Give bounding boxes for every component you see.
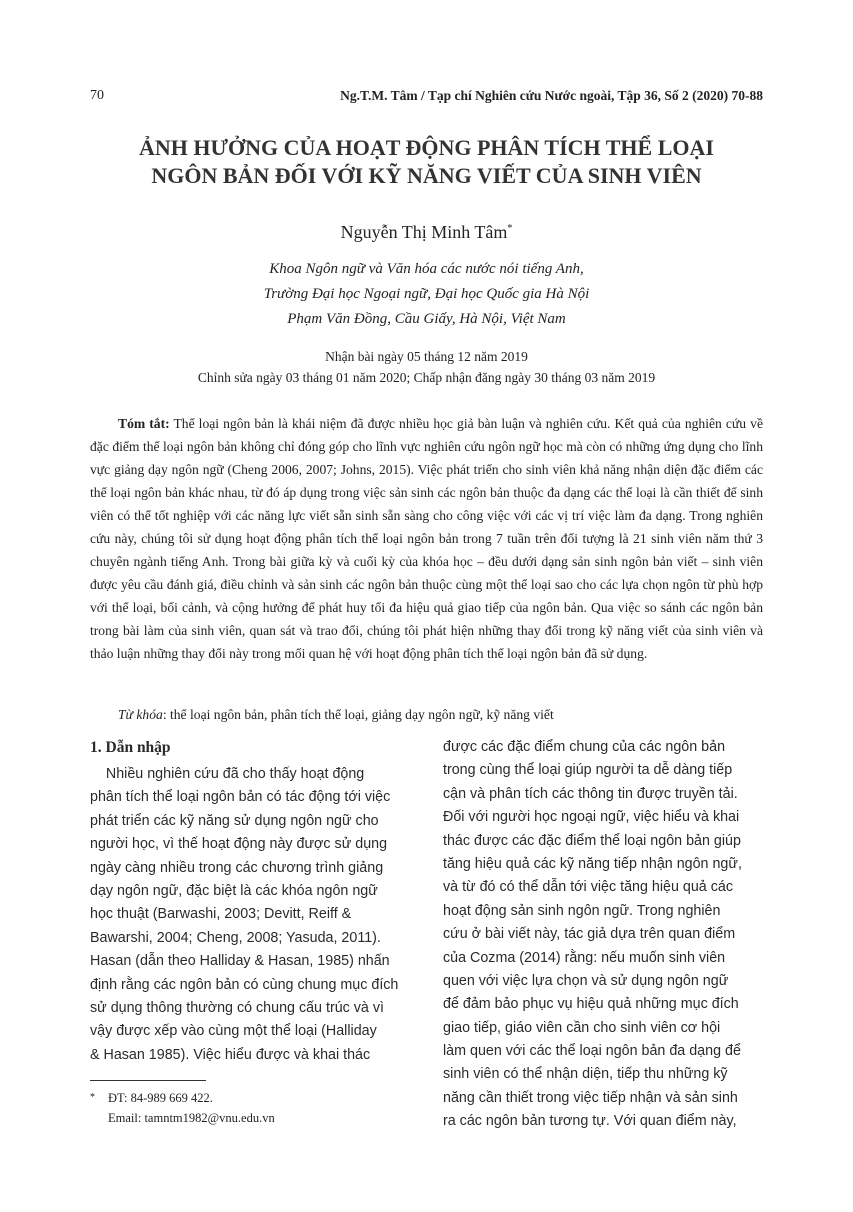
body-line: cận và phân tích các thông tin được truyền tải. — [443, 785, 738, 802]
body-line: trong cùng thể loại giúp người ta dễ dàng tiếp — [443, 762, 733, 779]
affiliation — [0, 257, 853, 332]
body-line: làm quen với các thể loại ngôn bản đa dạng để — [443, 1043, 741, 1060]
body-line: & Hasan 1985). Việc hiểu được và khai thác — [90, 1046, 371, 1063]
footnote-divider — [90, 1080, 206, 1081]
body-line: sinh viên có thể nhận diện, tiếp thu những kỹ — [443, 1066, 728, 1083]
keywords — [90, 703, 763, 726]
body-line: năng cần thiết trong việc tiếp nhận và sản sinh — [443, 1089, 738, 1106]
body-line: và từ đó có thể dẫn tới việc tăng hiệu quả các — [443, 879, 733, 896]
title-line: NGÔN BẢN ĐỐI VỚI KỸ NĂNG VIẾT CỦA SINH VIÊN — [151, 163, 702, 188]
running-title: Ng.T.M. Tâm / Tạp chí Nghiên cứu Nước ngoài, Tập 36, Số 2 (2020) 70-88 — [340, 88, 763, 103]
body-line: sử dụng thông thường có chung cấu trúc và vì — [90, 999, 384, 1016]
body-line: học thuật (Barwashi, 2003; Devitt, Reiff & — [90, 906, 352, 923]
author-text: Nguyễn Thị Minh Tâm — [340, 222, 508, 242]
body-line: Hasan (dẫn theo Halliday & Hasan, 1985) nhấn — [90, 953, 390, 970]
revised-accepted-date: Chỉnh sửa ngày 03 tháng 01 năm 2020; Chấp nhận đăng ngày 30 tháng 03 năm 2019 — [197, 370, 656, 385]
body-line: phát triển các kỹ năng sử dụng ngôn ngữ cho — [90, 812, 379, 829]
footnote-email: Email: tamntm1982@vnu.edu.vn — [108, 1111, 275, 1125]
footnote-phone: ĐT: 84-989 669 422. — [108, 1091, 213, 1105]
body-line: ra các ngôn bản tương tự. Với quan điểm này, — [443, 1113, 737, 1130]
footnote-mark: * — [90, 1092, 95, 1103]
affiliation-line: Khoa Ngôn ngữ và Văn hóa các nước nói tiếng Anh, — [269, 261, 584, 277]
section-heading: 1. Dẫn nhập — [90, 739, 171, 756]
body-line: cứu ở bài viết này, tác giả dựa trên quan điểm — [443, 926, 736, 943]
body-line: ngày càng nhiều trong các chương trình giảng — [90, 859, 384, 876]
article-title — [60, 134, 793, 190]
affiliation-line: Trường Đại học Ngoại ngữ, Đại học Quốc gia Hà Nội — [263, 286, 590, 302]
author-footnote-mark: * — [507, 223, 513, 234]
body-line: hoạt động sản sinh ngôn ngữ. Trong nghiên — [443, 902, 721, 919]
title-line: ẢNH HƯỞNG CỦA HOẠT ĐỘNG PHÂN TÍCH THỂ LOẠI — [139, 135, 714, 160]
body-line: dạy ngôn ngữ, đặc biệt là các khóa ngôn ngữ — [90, 882, 378, 899]
body-column-left — [90, 736, 410, 1067]
body-line: của Cozma (2014) rằng: nếu muốn sinh viên — [443, 949, 726, 966]
body-line: định rằng các ngôn bản có cùng chung mục đích — [90, 976, 399, 993]
body-line: người học, vì thế hoạt động này được sử dụng — [90, 836, 388, 853]
body-line: tăng hiệu quả các kỹ năng tiếp nhận ngôn ngữ, — [443, 855, 742, 872]
body-line: vậy được xếp vào cùng một thể loại (Halliday — [90, 1023, 377, 1040]
abstract-label: Tóm tắt: — [118, 416, 170, 431]
footnote — [90, 1088, 275, 1128]
page-number: 70 — [90, 88, 104, 103]
received-date: Nhận bài ngày 05 tháng 12 năm 2019 — [325, 349, 528, 364]
body-line: giao tiếp, giáo viên cần cho sinh viên cơ hội — [443, 1019, 721, 1036]
body-column-right — [443, 736, 764, 1134]
keywords-label: Từ khóa — [118, 707, 163, 722]
article-dates — [0, 346, 853, 388]
body-line: Bawarshi, 2004; Cheng, 2008; Yasuda, 2011). — [90, 929, 381, 946]
body-line: để đảm bảo phục vụ hiệu quả những mục đích — [443, 996, 739, 1013]
body-line: quen với việc lựa chọn và sử dụng ngôn ngữ — [443, 972, 729, 989]
body-line: Nhiều nghiên cứu đã cho thấy hoạt động — [90, 766, 365, 782]
abstract-text: Thể loại ngôn bản là khái niệm đã được nhiều học giả bàn luận và nghiên cứu. Kết quả của nghiên cứu về đặc điểm thể loại ngôn bản không chỉ đóng góp cho lĩnh vực nghiên cứu ngôn ngữ học mà còn có những ứng dụng cho lĩnh vực giảng dạy ngôn ngữ (Cheng 2006, 2007; Johns, 2015). Việc phát triển cho sinh viên khả năng nhận diện đặc điểm các thể loại ngôn bản khác nhau, từ đó áp dụng trong việc sản sinh các ngôn bản thuộc đa dạng các thể loại là cần thiết để sinh viên có thể tốt nghiệp với các năng lực viết sẵn sinh sẵn sàng cho công việc với các vị trí việc làm đa dạng. Trong nghiên cứu này, chúng tôi sử dụng hoạt động phân tích thể loại ngôn bản trong 7 tuần trên đối tượng là 21 sinh viên năm thứ 3 chuyên ngành tiếng Anh. Trong bài giữa kỳ và cuối kỳ của khóa học – đều dưới dạng sản sinh ngôn bản viết – sinh viên được yêu cầu đánh giá, điều chỉnh và sản sinh các ngôn bản thuộc cùng một thể loại sao cho các lựa chọn ngôn từ phù hợp với thể loại, bối cảnh, và cộng hưởng để phát huy tối đa hiệu quả giao tiếp của ngôn bản. Qua việc so sánh các ngôn bản trong bài làm của sinh viên, quan sát và trao đổi, chúng tôi phát hiện những thay đổi trong kỹ năng viết của sinh viên và thảo luận những thay đổi này trong mối quan hệ với hoạt động phân tích thể loại ngôn bản đã sử dụng. — [90, 416, 763, 661]
body-line: phân tích thể loại ngôn bản có tác động tới việc — [90, 789, 391, 806]
keywords-text: : thể loại ngôn bản, phân tích thể loại, giảng dạy ngôn ngữ, kỹ năng viết — [162, 707, 554, 722]
author-name — [0, 222, 853, 243]
body-line: được các đặc điểm chung của các ngôn bản — [443, 739, 726, 755]
running-header — [90, 88, 763, 108]
affiliation-line: Phạm Văn Đồng, Cầu Giấy, Hà Nội, Việt Nam — [287, 311, 566, 327]
abstract — [90, 412, 763, 665]
body-line: thác được các đặc điểm thể loại ngôn bản giúp — [443, 832, 741, 849]
body-line: Đối với người học ngoại ngữ, việc hiểu và khai — [443, 809, 740, 826]
